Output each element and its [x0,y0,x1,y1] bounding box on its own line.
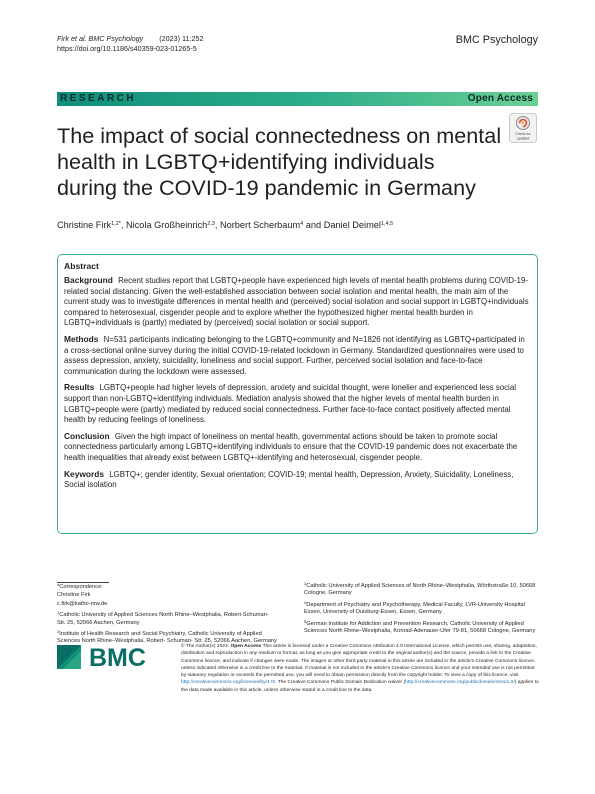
affiliation-2-number: 2 [57,629,60,635]
background-label: Background [64,275,113,285]
correspondence-name: Christine Firk [57,592,91,599]
correspondence-label: *Correspondence: [57,584,103,590]
methods-text: N=531 participants indicating belonging to the LGBTQ+community and N=1826 not identifying as LGBTQ+participated in a cross-sectional online survey during the initial COVID-19-related lockdown in Germany. Standardized questionnaires were used to assess depression, anxiety, suicidality, loneliness and social support. Further, perceived social isolation and face-to-face communication during the lockdown were assessed. [64,334,525,376]
affiliation-4 [304,599,539,617]
affiliation-4-text: Department of Psychiatry and Psychotherapy, Medical Faculty, LVR-University Hospital Essen, University of Duisburg-Essen, Essen, Germany [304,601,525,616]
abstract-conclusion [64,431,531,464]
author-conjunction: and [305,220,322,230]
footnotes-left [57,584,277,647]
journal-name: BMC Psychology [455,34,538,46]
conclusion-label: Conclusion [64,430,110,441]
affiliation-3-text: Catholic University of Applied Sciences of North Rhine–Westphalia, Wörthstraße 10, 50668 Cologne, Germany [304,583,536,597]
license-body: This article is licensed under a Creative Commons Attribution 4.0 International License, which permits use, sharing, adaptation, distribution and reproduction in any medium or format, as long as you give appropriate credit to the original author(s) and the source, provide a link to the Creative Commons licence, and indicate if changes were made. The images or other third party material in this article are included in the article's Creative Commons licence, unless indicated otherwise in a credit line to the material. If material is not included in the article's Creative Commons licence and your intended use is not permitted by statutory regulation or exceeds the permitted use, you will need to obtain permission directly from the copyright holder. To view a copy of this licence, visit [181,644,537,679]
results-text: LGBTQ+people had higher levels of depression, anxiety and suicidal thought, were lonelier and experienced less social support than non-LGBTQ+identifying individuals. Mediation analysis showed that the higher levels of mental health burden in LGBTQ+people were (partly) mediated by reduced social connectedness. Further face-to-face contact positively affected mental health by reducing feelings of loneliness. [64,383,516,425]
doi-link[interactable]: https://doi.org/10.1186/s40359-023-01265-5 [57,44,197,53]
author-2-affiliation: 2,3 [207,221,215,227]
author-4: Daniel Deimel [323,220,381,230]
open-access-label: Open Access [467,93,533,104]
conclusion-text: Given the high impact of loneliness on mental health, governmental actions should be taken to promote social connectedness particularly among LGBTQ+identifying individuals to ensure that the COVID-19 pandemic does not exacerbate the health inequalities that already exist between LGBTQ+-identifying and heterosexual, cisgender people. [64,431,518,462]
article-title [57,123,527,201]
title-line-2: health in LGBTQ+identifying individuals [57,149,435,174]
check-for-updates-icon[interactable] [509,113,537,143]
license-middle: . The Creative Commons Public Domain Dedication waiver ( [275,680,406,686]
abstract-heading: Abstract [64,261,99,271]
abstract-results [64,382,531,425]
bmc-logo-text: BMC [89,645,146,669]
affiliation-1 [57,609,277,627]
author-1-affiliation: 1,2* [111,221,121,227]
footnote-divider [57,582,109,583]
citation-year-volume: (2023) 11:252 [159,34,204,43]
footnotes-right [304,580,539,636]
affiliation-1-text: Catholic University of Applied Sciences North Rhine–Westphalia, Robert-Schuman- Str. 25, 52066 Aachen, Germany [57,612,269,626]
keywords-text: LGBTQ+; gender identity, Sexual orientation; COVID-19; mental health, Depression, Anxiety, Suicidality, Loneliness, Social isolation [64,469,514,490]
license-link-cc-by[interactable]: http://creativecommons.org/licenses/by/4.0/ [181,680,276,686]
affiliation-3-number: 3 [304,581,307,586]
title-line-1: The impact of social connectedness on mental [57,123,502,148]
author-list: Christine Firk$^{1,2*}$, Nicola Großheinrich$^{2,3}$, Norbert Scherbaum$^4$ and Daniel Deimel$^{1,4,5}$ [57,220,394,230]
affiliation-2-text: Institute of Health Research and Social Psychiatry, Catholic University of Applied Sciences North Rhine–Westphalia, Robert- Schuman- Str. 25, 52066 Aachen, Germany [57,631,277,645]
citation-authors: Firk et al. BMC Psychology [57,34,144,43]
author-1: Christine Firk [57,220,112,230]
license-end: ) applies to the data made available in this article, unless otherwise stated in a credit line to the data. [181,680,539,693]
check-updates-line-2: updates [516,136,530,141]
section-label: RESEARCH [60,93,137,104]
bmc-logo-icon [57,645,169,669]
section-banner [57,92,538,106]
affiliation-5-text: German Institute for Addiction and Prevention Research, Catholic University of Applied Sciences North Rhine–Westphalia, Konrad-Adenauer-Ufer 79-81, 50668 Cologne, Germany [304,620,536,635]
affiliation-3 [304,580,539,598]
abstract-background [64,275,531,329]
author-2: Nicola Großheinrich [126,220,208,230]
title-line-3: during the COVID-19 pandemic in Germany [57,175,476,200]
methods-label: Methods [64,333,99,344]
check-updates-line-1: Check for [515,132,531,136]
correspondence-email[interactable]: c.firk@katho-nrw.de [57,600,108,607]
affiliation-5 [304,618,539,636]
results-label: Results [64,382,95,393]
background-text: Recent studies report that LGBTQ+people have experienced high levels of mental health problems during COVID-19-related social distancing. Given the well-established association between social isolation and mental health, the main aim of the current study was to investigate differences in mental health and (perceived) social isolation and social support in LGBTQ+individuals compared to heterosexual, cisgender people and to explore whether the hypothesized higher mental health burden in LGBTQ+individuals is (partly) mediated by (perceived) social isolation or social support. [64,276,529,328]
affiliation-1-number: 1 [57,610,60,616]
abstract-box [57,254,538,534]
author-4-affiliation: 1,4,5 [380,221,394,227]
license-open-access: Open Access [230,644,262,649]
license-prefix: © The Author(s) 2023. [181,644,230,649]
abstract-keywords [64,469,531,491]
abstract-methods [64,334,531,377]
citation-header [57,34,204,54]
affiliation-5-number: 5 [304,618,307,624]
author-3-affiliation: 4 [300,221,304,227]
license-text [181,643,539,694]
license-link-cc-zero[interactable]: http://creativecommons.org/publicdomain/zero/1.0/ [405,680,515,686]
author-3: Norbert Scherbaum [219,220,301,230]
keywords-label: Keywords [64,468,105,479]
affiliation-4-number: 4 [304,599,307,605]
